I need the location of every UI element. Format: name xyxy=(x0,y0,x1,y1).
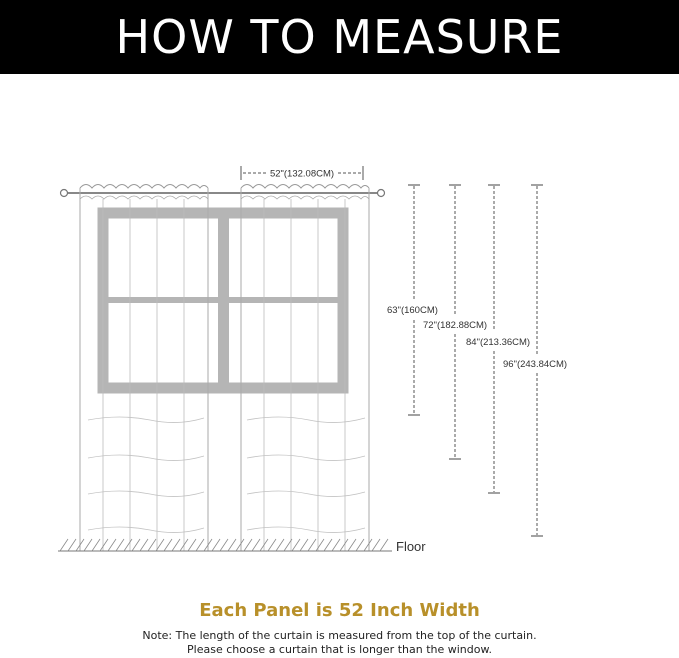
length-label-63: 63"(160CM) xyxy=(387,305,438,316)
length-label-84: 84"(213.36CM) xyxy=(466,337,531,348)
curtain-rod xyxy=(61,190,385,197)
choose-note: Please choose a curtain that is longer than the window. xyxy=(187,643,492,656)
length-label-72: 72"(182.88CM) xyxy=(423,320,488,331)
measure-note: Note: The length of the curtain is measured from the top of the curtain. xyxy=(142,629,537,642)
width-label: 52"(132.08CM) xyxy=(269,168,335,180)
floor-label: Floor xyxy=(396,539,426,554)
page-title: HOW TO MEASURE xyxy=(115,10,564,64)
right-curtain-panel xyxy=(241,185,369,552)
panel-width-headline: Each Panel is 52 Inch Width xyxy=(199,600,480,621)
length-label-96: 96"(243.84CM) xyxy=(503,359,568,370)
floor-line xyxy=(58,539,392,551)
length-dimension-63 xyxy=(408,185,420,415)
window-frame xyxy=(103,213,343,388)
